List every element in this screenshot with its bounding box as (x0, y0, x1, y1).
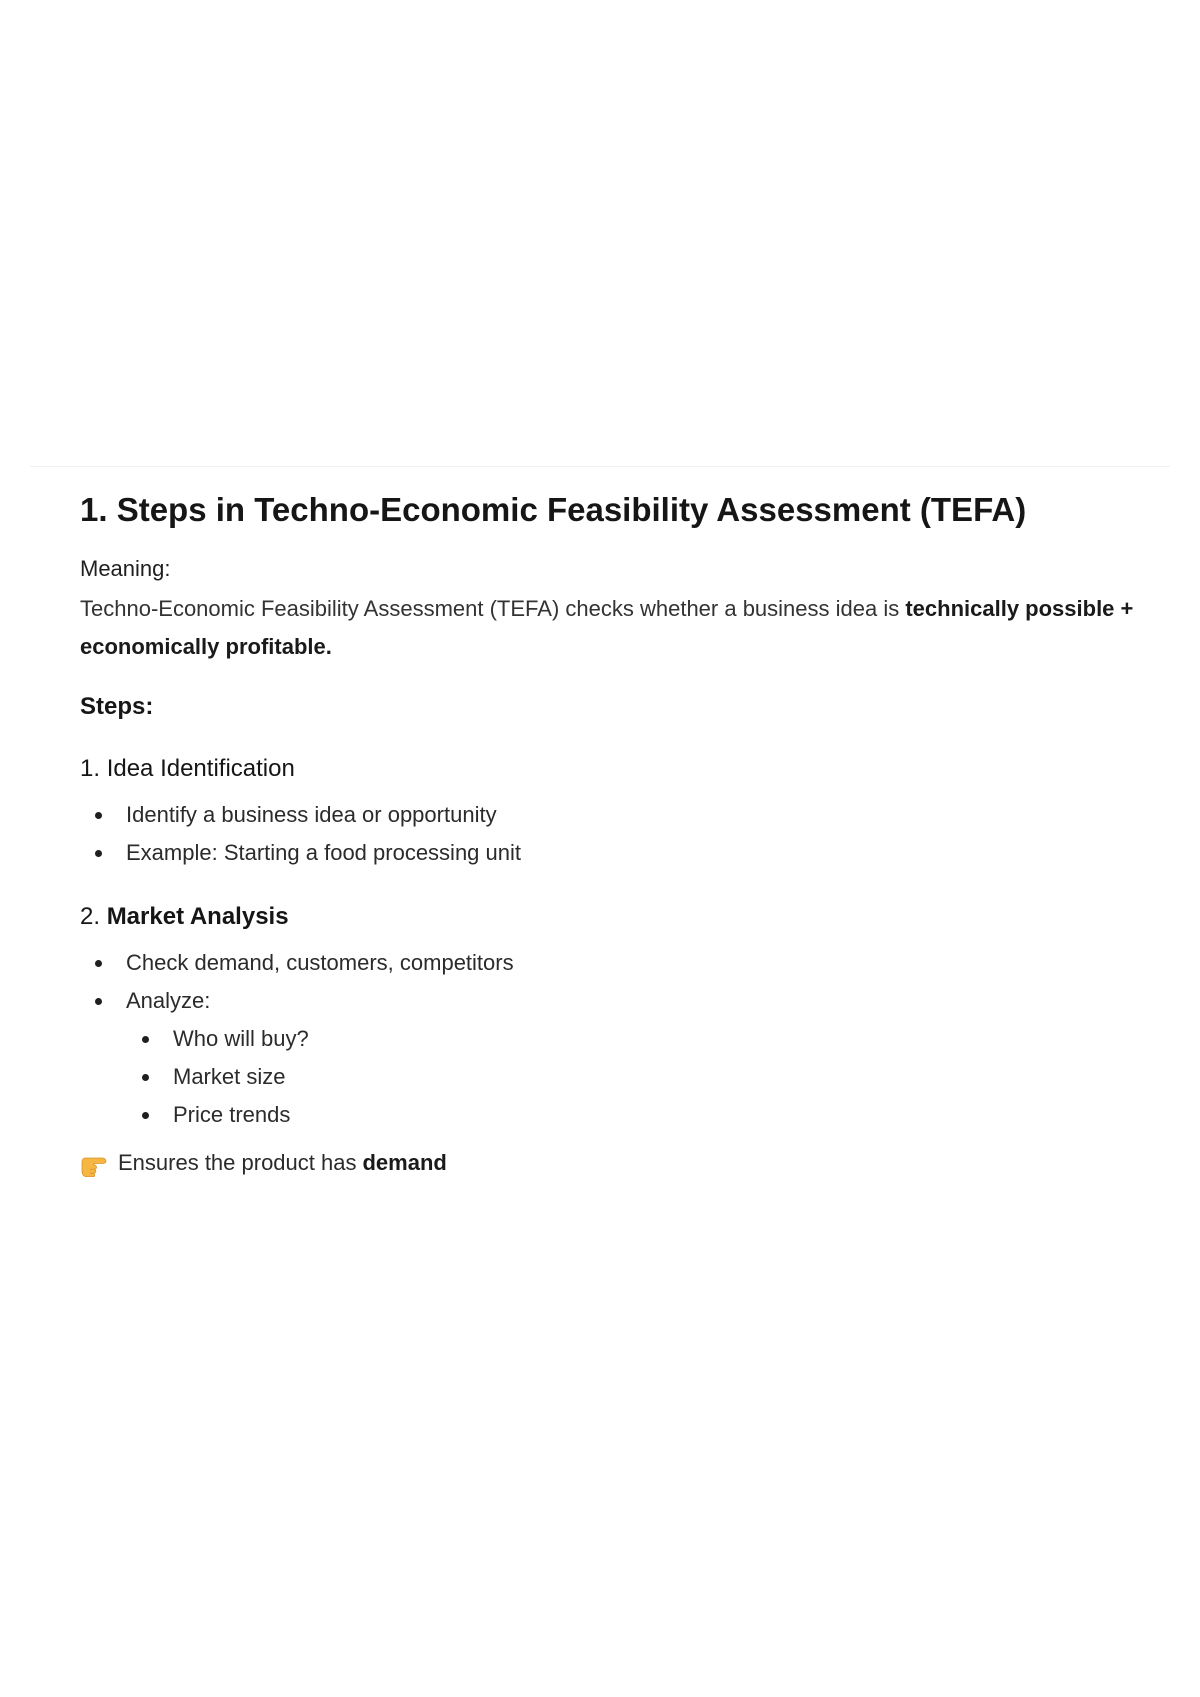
step-2-title: Market Analysis (106, 903, 289, 930)
pointing-hand-icon (80, 1151, 110, 1175)
step-2-note (80, 1144, 1160, 1182)
step-1-number: 1. (80, 755, 101, 782)
document-content (80, 488, 1160, 1182)
note-bold: demand (362, 1150, 447, 1175)
sub-list-item: Market size (80, 1058, 1160, 1096)
step-2-bullets (80, 944, 1160, 1134)
meaning-text (80, 590, 1160, 666)
step-1-bullets (80, 796, 1160, 872)
list-item-label: Analyze: (126, 988, 211, 1013)
step-2-number: 2. (80, 903, 101, 930)
sub-list-item: Price trends (80, 1096, 1160, 1134)
sub-list-item: Who will buy? (80, 1020, 1160, 1058)
section-title: 1. Steps in Techno-Economic Feasibility Assessment (TEFA) (80, 491, 1027, 528)
step-2-heading (80, 900, 1160, 934)
meaning-text-start: Techno-Economic Feasibility Assessment (TEFA) checks whether a business idea is (80, 596, 906, 621)
note-text: Ensures the product has (118, 1150, 357, 1175)
section-divider (30, 466, 1170, 467)
list-item: Check demand, customers, competitors (80, 944, 1160, 982)
meaning-label: Meaning: (80, 556, 171, 581)
meaning-text-bold: technically possible + economically profitable. (80, 596, 1134, 659)
list-item (80, 982, 1160, 1134)
step-1-title: Idea Identification (106, 755, 295, 782)
step-1-heading (80, 752, 1160, 786)
list-item: Example: Starting a food processing unit (80, 834, 1160, 872)
step-2-sub-bullets (80, 1020, 1160, 1134)
steps-heading: Steps: (80, 693, 154, 720)
list-item: Identify a business idea or opportunity (80, 796, 1160, 834)
